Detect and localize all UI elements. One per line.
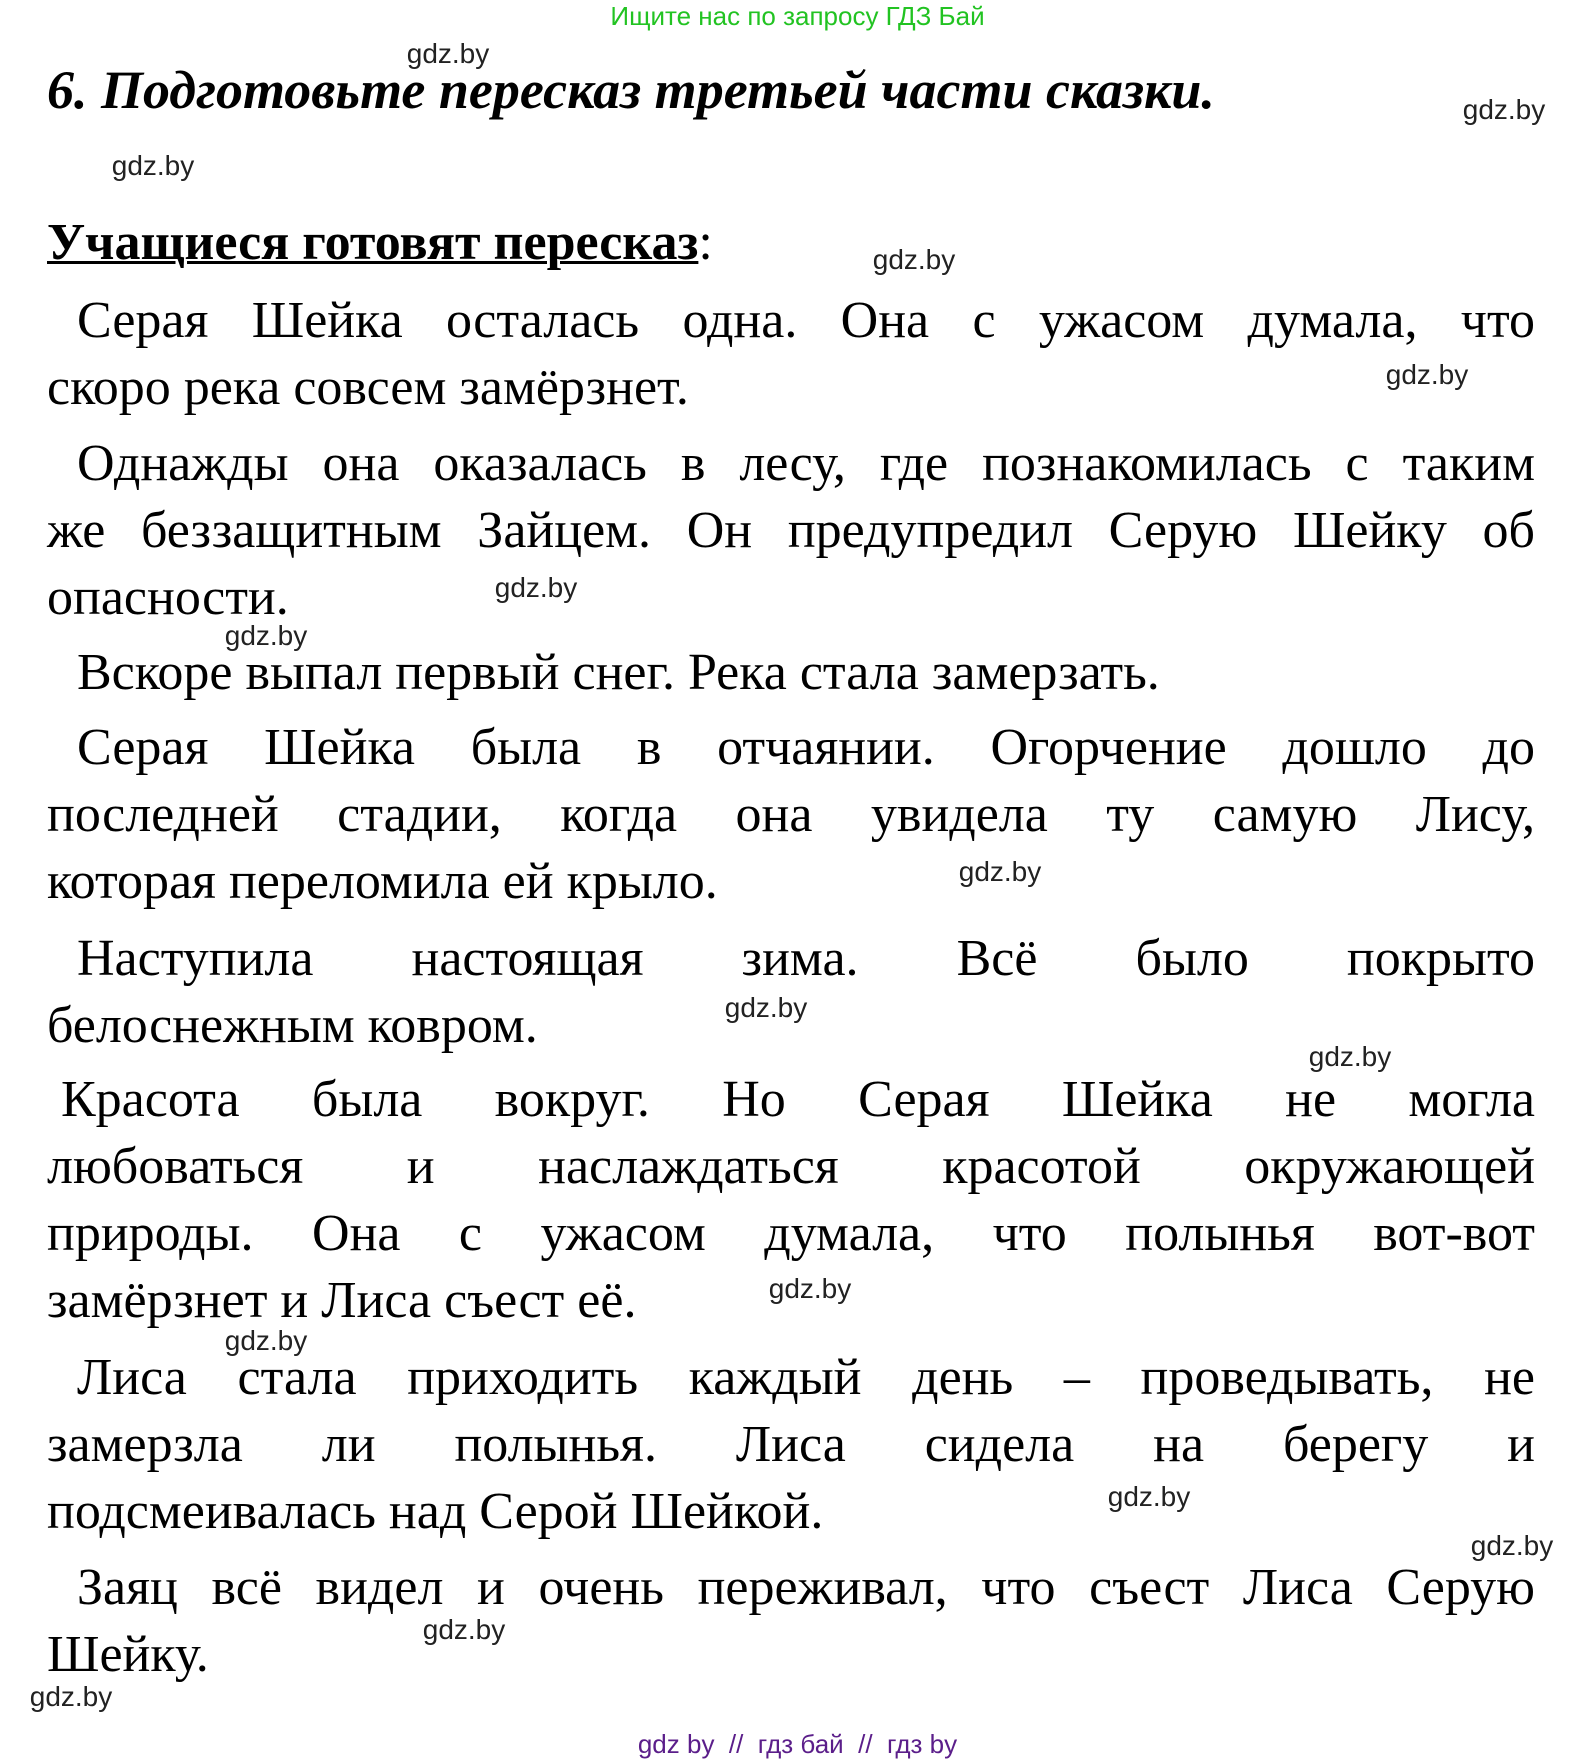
paragraph-line: Вскоре выпал первый снег. Река стала замерзать. bbox=[77, 644, 1160, 701]
story-paragraph bbox=[47, 430, 1535, 631]
paragraph-line: любоваться и наслаждаться красотой окружающей bbox=[47, 1138, 1535, 1195]
watermark: gdz.by bbox=[406, 38, 490, 69]
paragraph-line: замерзла ли полынья. Лиса сидела на берегу и bbox=[47, 1416, 1535, 1473]
watermark: gdz.by bbox=[29, 1681, 113, 1712]
paragraph-line: белоснежным ковром. bbox=[47, 997, 538, 1054]
story-paragraph bbox=[47, 1344, 1535, 1545]
paragraph-line: Шейку. bbox=[47, 1626, 209, 1683]
story-paragraph bbox=[47, 287, 1535, 421]
paragraph-line: подсмеивалась над Серой Шейкой. bbox=[47, 1483, 824, 1540]
watermark: gdz.by bbox=[1470, 1530, 1554, 1561]
paragraph-line: Заяц всё видел и очень переживал, что съест Лиса Серую bbox=[77, 1559, 1535, 1616]
paragraph-line: последней стадии, когда она увидела ту самую Лису, bbox=[47, 786, 1535, 843]
story-paragraph bbox=[47, 1554, 1535, 1688]
section-heading-text: Учащиеся готовят пересказ bbox=[47, 214, 699, 271]
bottom-banner: gdz by // гдз бай // гдз by bbox=[637, 1729, 958, 1759]
paragraph-line: опасности. bbox=[47, 569, 289, 626]
watermark: gdz.by bbox=[422, 1614, 506, 1645]
paragraph-line: замёрзнет и Лиса съест её. bbox=[47, 1272, 637, 1329]
paragraph-line: Однажды она оказалась в лесу, где познакомилась с таким bbox=[77, 435, 1535, 492]
paragraph-line: Лиса стала приходить каждый день – проведывать, не bbox=[77, 1349, 1535, 1406]
task-title: 6. Подготовьте пересказ третьей части сказки. bbox=[47, 60, 1215, 120]
paragraph-line: же беззащитным Зайцем. Он предупредил Серую Шейку об bbox=[47, 502, 1535, 559]
watermark: gdz.by bbox=[1308, 1041, 1392, 1072]
watermark: gdz.by bbox=[958, 856, 1042, 887]
paragraph-line: Красота была вокруг. Но Серая Шейка не могла bbox=[61, 1071, 1535, 1128]
watermark: gdz.by bbox=[724, 992, 808, 1023]
watermark: gdz.by bbox=[494, 572, 578, 603]
paragraph-line: скоро река совсем замёрзнет. bbox=[47, 359, 689, 416]
paragraph-line: природы. Она с ужасом думала, что полынья вот-вот bbox=[47, 1205, 1535, 1262]
watermark: gdz.by bbox=[768, 1273, 852, 1304]
search-hint-banner: Ищите нас по запросу ГДЗ Бай bbox=[610, 1, 985, 31]
paragraph-line: которая переломила ей крыло. bbox=[47, 853, 718, 910]
story-paragraph bbox=[47, 714, 1535, 915]
paragraph-line: Серая Шейка была в отчаянии. Огорчение дошло до bbox=[77, 719, 1535, 776]
watermark: gdz.by bbox=[1385, 359, 1469, 390]
section-heading-colon: : bbox=[698, 214, 713, 271]
paragraph-line: Серая Шейка осталась одна. Она с ужасом думала, что bbox=[77, 292, 1535, 349]
watermark: gdz.by bbox=[872, 244, 956, 275]
watermark: gdz.by bbox=[224, 620, 308, 651]
section-heading bbox=[47, 212, 713, 274]
paragraph-line: Наступила настоящая зима. Всё было покрыто bbox=[77, 930, 1535, 987]
watermark: gdz.by bbox=[1462, 94, 1546, 125]
watermark: gdz.by bbox=[111, 150, 195, 181]
watermark: gdz.by bbox=[1107, 1481, 1191, 1512]
watermark: gdz.by bbox=[224, 1325, 308, 1356]
